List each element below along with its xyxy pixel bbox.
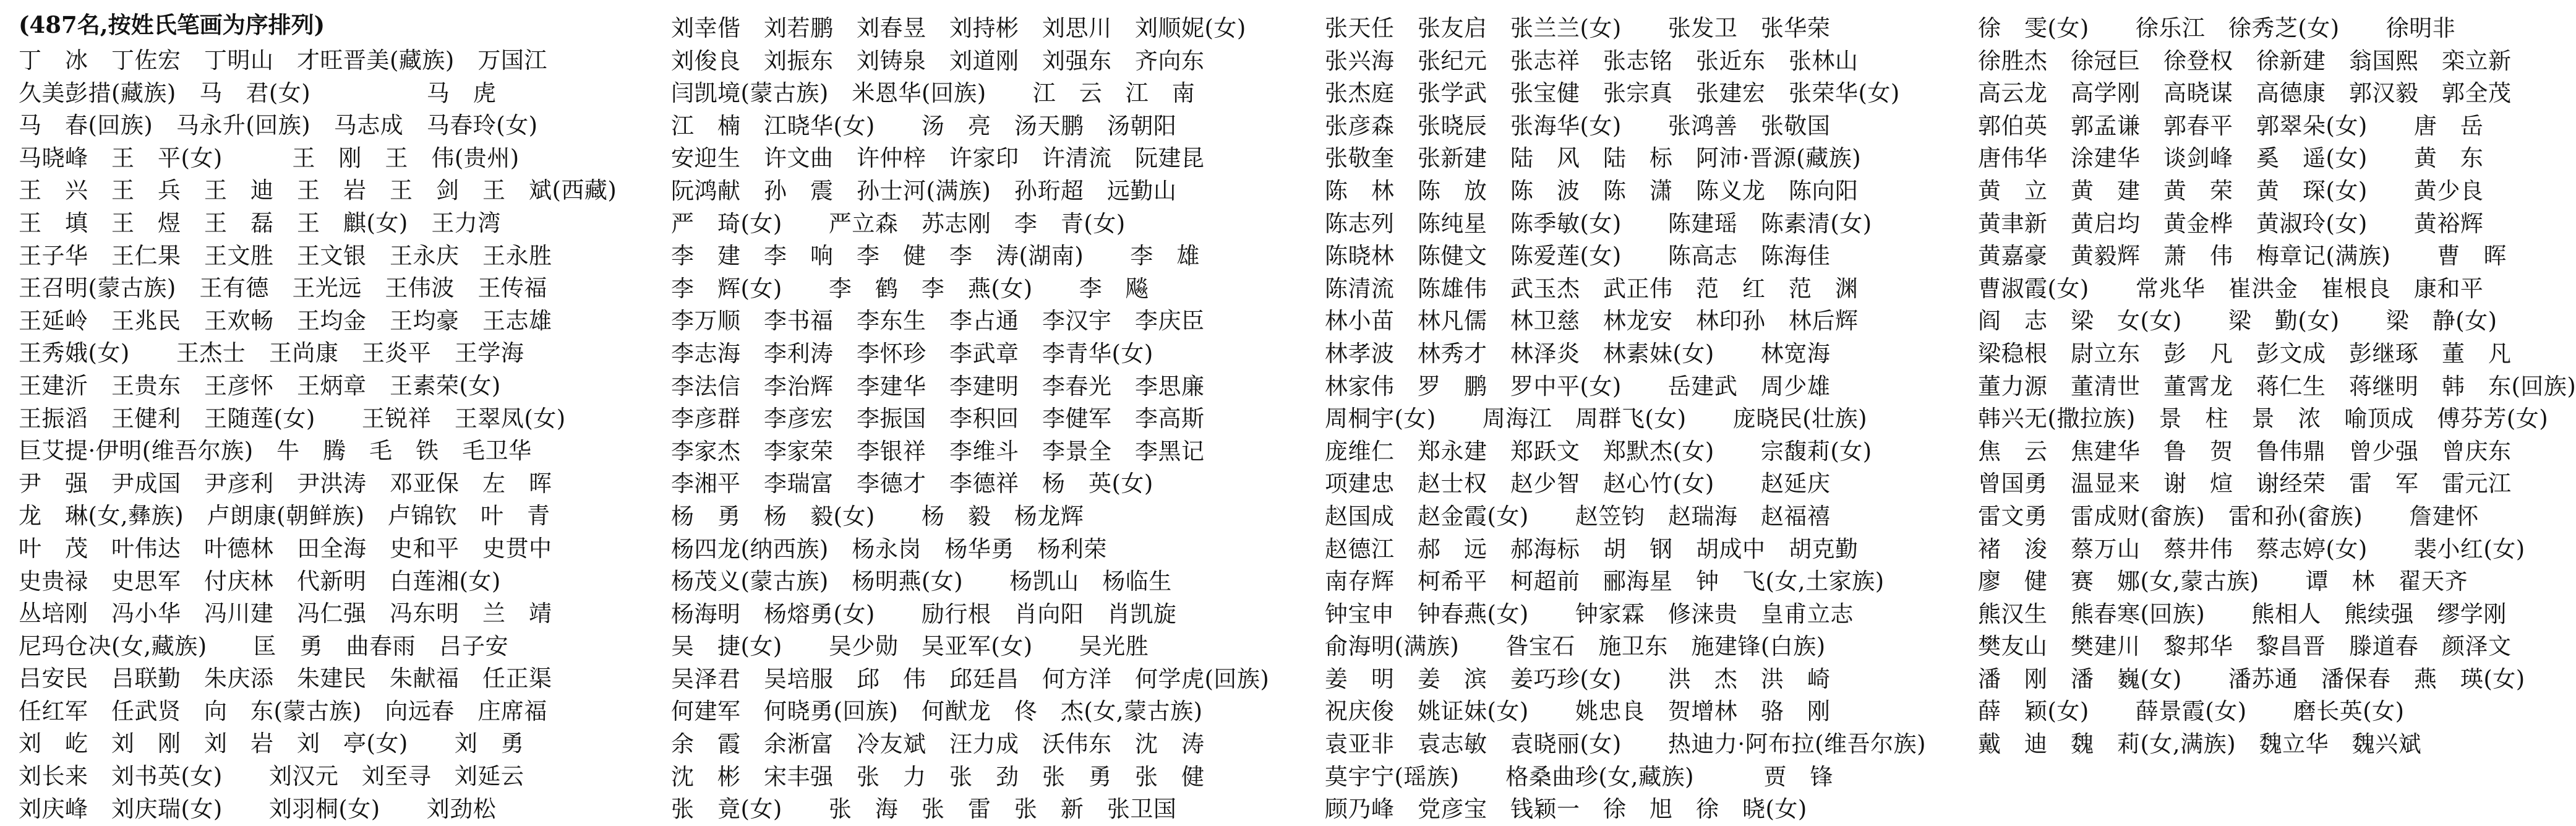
name-row: 赵国成 赵金霞(女) 赵笠钧 赵瑞海 赵福禧 [1325,502,1831,530]
name-row: 刘俊良 刘振东 刘铸泉 刘道刚 刘强东 齐向东 [671,47,1205,74]
name-row: 曹淑霞(女) 常兆华 崔洪金 崔根良 康和平 [1978,275,2484,302]
name-row: 韩兴无(撒拉族) 景 柱 景 浓 喻顶成 傅芬芳(女) [1978,405,2549,432]
name-row: 赵德江 郝 远 郝海标 胡 钢 胡成中 胡克勤 [1325,535,1859,562]
name-row: 余 霞 余淅富 冷友斌 汪力成 沃伟东 沈 涛 [671,731,1205,758]
name-row: 褚 浚 蔡万山 蔡井伟 蔡志婷(女) 裴小红(女) [1978,535,2525,562]
name-row: 何建军 何晓勇(回族) 何猷龙 佟 杰(女,蒙古族) [671,698,1203,725]
name-row: 陈志列 陈纯星 陈季敏(女) 陈建瑶 陈素清(女) [1325,210,1872,237]
name-row: 杨四龙(纳西族) 杨永岗 杨华勇 杨利荣 [671,535,1107,562]
name-row: 姜 明 姜 滨 姜巧珍(女) 洪 杰 洪 崎 [1325,665,1831,692]
name-row: 张杰庭 张学武 张宝健 张宗真 张建宏 张荣华(女) [1325,80,1900,107]
name-row: 吴泽君 吴培服 邱 伟 邱廷昌 何方洋 何学虎(回族) [671,665,1270,692]
name-row: 王延岭 王兆民 王欢畅 王均金 王均豪 王志雄 [19,307,552,334]
name-row: 黄 立 黄 建 黄 荣 黄 琛(女) 黄少良 [1978,177,2484,204]
name-row: 顾乃峰 党彦宝 钱颖一 徐 旭 徐 晓(女) [1325,796,1807,823]
name-row: 李万顺 李书福 李东生 李占通 李汉宇 李庆臣 [671,308,1205,335]
name-row: 王秀娥(女) 王杰士 王尚康 王炎平 王学海 [19,340,524,367]
name-row: 项建忠 赵士权 赵少智 赵心竹(女) 赵延庆 [1325,470,1831,497]
name-column-2 [671,12,1308,826]
name-row: 丁 冰 丁佐宏 丁明山 才旺晋美(藏族) 万国江 [19,47,547,74]
name-row: 沈 彬 宋丰强 张 力 张 劲 张 勇 张 健 [671,763,1205,790]
name-row: 潘 刚 潘 巍(女) 潘苏通 潘保春 燕 瑛(女) [1978,665,2525,692]
name-row: 张 竟(女) 张 海 张 雷 张 新 张卫国 [671,796,1177,823]
name-row: 焦 云 焦建华 鲁 贺 鲁伟鼎 曾少强 曾庆东 [1978,437,2512,465]
name-row: 刘 屹 刘 刚 刘 岩 刘 亭(女) 刘 勇 [19,730,524,757]
name-row: 李 建 李 响 李 健 李 涛(湖南) 李 雄 [671,243,1200,270]
name-row: 祝庆俊 姚证妹(女) 姚忠良 贺增林 骆 刚 [1325,698,1831,725]
name-row: 吴 捷(女) 吴少勋 吴亚军(女) 吴光胜 [671,633,1149,660]
name-row: 张兴海 张纪元 张志祥 张志铭 张近东 张林山 [1325,47,1859,74]
name-row: 刘庆峰 刘庆瑞(女) 刘羽桐(女) 刘劲松 [19,795,497,822]
name-row: 闫凯境(蒙古族) 米恩华(回族) 江 云 江 南 [671,80,1196,107]
name-row: 张天任 张友启 张兰兰(女) 张发卫 张华荣 [1325,15,1831,41]
name-row: 雷文勇 雷成财(畲族) 雷和孙(畲族) 詹建怀 [1978,502,2479,530]
name-row: 徐胜杰 徐冠巨 徐登权 徐新建 翁国熙 栾立新 [1978,47,2512,74]
name-row: 王建沂 王贵东 王彦怀 王炳章 王素荣(女) [19,372,501,399]
name-row: 黄聿新 黄启均 黄金桦 黄淑玲(女) 黄裕辉 [1978,210,2484,237]
name-row: 阮鸿献 孙 震 孙士河(满族) 孙珩超 远勤山 [671,177,1177,204]
name-row: 王振滔 王健利 王随莲(女) 王锐祥 王翠凤(女) [19,405,566,432]
name-row: 南存辉 柯希平 柯超前 郦海星 钟 飞(女,土家族) [1325,568,1885,595]
name-row: 吕安民 吕联勤 朱庆添 朱建民 朱献福 任正渠 [19,665,552,692]
name-row: 俞海明(满族) 昝宝石 施卫东 施建锋(白族) [1325,633,1826,660]
name-row: 林家伟 罗 鹏 罗中平(女) 岳建武 周少雄 [1325,372,1831,400]
name-row: 曾国勇 温显来 谢 煊 谢经荣 雷 军 雷元江 [1978,470,2512,497]
name-row: 戴 迪 魏 莉(女,满族) 魏立华 魏兴斌 [1978,731,2422,758]
name-row: 杨茂义(蒙古族) 杨明燕(女) 杨凯山 杨临生 [671,568,1172,595]
name-row: 任红军 任武贤 向 东(蒙古族) 向远春 庄席福 [19,697,547,725]
name-row: 陈 林 陈 放 陈 波 陈 潇 陈义龙 陈向阳 [1325,177,1859,204]
name-row: 樊友山 樊建川 黎邦华 黎昌晋 滕道春 颜泽文 [1978,633,2512,660]
name-row: 史贵禄 史思军 付庆林 代新明 白莲湘(女) [19,567,501,595]
name-row: 江 楠 江晓华(女) 汤 亮 汤天鹏 汤朝阳 [671,112,1177,139]
name-row: 徐 雯(女) 徐乐江 徐秀芝(女) 徐明非 [1978,15,2456,41]
name-row: 龙 琳(女,彝族) 卢朗康(朝鲜族) 卢锦钦 叶 青 [19,502,550,530]
name-row: 久美彭措(藏族) 马 君(女) 马 虎 [19,79,497,106]
list-header: (487名,按姓氏笔画为序排列) [19,11,325,38]
name-row: 陈晓林 陈健文 陈爱莲(女) 陈高志 陈海佳 [1325,243,1831,270]
name-row: 李湘平 李瑞富 李德才 李德祥 杨 英(女) [671,470,1153,497]
name-row: 杨 勇 杨 毅(女) 杨 毅 杨龙辉 [671,502,1084,530]
name-row: 熊汉生 熊春寒(回族) 熊相人 熊续强 缪学刚 [1978,600,2507,627]
name-row: 巨艾提·伊明(维吾尔族) 牛 腾 毛 铁 毛卫华 [19,437,532,465]
name-row: 刘幸偕 刘若鹏 刘春昱 刘持彬 刘思川 刘顺妮(女) [671,15,1246,41]
name-row: 袁亚非 袁志敏 袁晓丽(女) 热迪力·阿布拉(维吾尔族) [1325,731,1926,758]
name-row: 马晓峰 王 平(女) 王 刚 王 伟(贵州) [19,144,520,171]
name-row: 阎 志 梁 女(女) 梁 勤(女) 梁 静(女) [1978,308,2497,335]
name-row: 梁稳根 尉立东 彭 凡 彭文成 彭继琢 董 凡 [1978,340,2512,367]
name-row: 王召明(蒙古族) 王有德 王光远 王伟波 王传福 [19,275,547,302]
name-row: 李法信 李治辉 李建华 李建明 李春光 李思廉 [671,372,1205,400]
name-column-3 [1325,12,1962,826]
name-row: 马 春(回族) 马永升(回族) 马志成 马春玲(女) [19,112,538,139]
name-row: 陈清流 陈雄伟 武玉杰 武正伟 范 红 范 渊 [1325,275,1859,302]
name-row: 严 琦(女) 严立森 苏志刚 李 青(女) [671,210,1126,237]
name-row: 李彦群 李彦宏 李振国 李积回 李健军 李高斯 [671,405,1205,432]
name-row: 叶 茂 叶伟达 叶德林 田全海 史和平 史贯中 [19,535,552,562]
name-row: 王子华 王仁果 王文胜 王文银 王永庆 王永胜 [19,242,552,269]
name-column-4 [1978,12,2576,761]
name-row: 李家杰 李家荣 李银祥 李维斗 李景全 李黑记 [671,437,1205,465]
name-column-1 [19,45,656,825]
name-row: 丛培刚 冯小华 冯川建 冯仁强 冯东明 兰 靖 [19,600,552,627]
name-row: 李 辉(女) 李 鹤 李 燕(女) 李 飚 [671,275,1149,302]
name-row: 林孝波 林秀才 林泽炎 林素妹(女) 林宽海 [1325,340,1831,367]
name-row: 王 填 王 煜 王 磊 王 麒(女) 王力湾 [19,209,501,236]
name-row: 林小苗 林凡儒 林卫慈 林龙安 林印孙 林后辉 [1325,308,1859,335]
name-row: 尹 强 尹成国 尹彦利 尹洪涛 邓亚保 左 晖 [19,470,552,497]
name-row: 张敬奎 张新建 陆 风 陆 标 阿沛·晋源(藏族) [1325,145,1862,172]
name-row: 尼玛仓决(女,藏族) 匡 勇 曲春雨 吕子安 [19,632,509,660]
name-row: 钟宝申 钟春燕(女) 钟家霖 修涞贵 皇甫立志 [1325,600,1854,627]
name-row: 黄嘉豪 黄毅辉 萧 伟 梅章记(满族) 曹 晖 [1978,243,2507,270]
name-row: 唐伟华 涂建华 谈剑峰 奚 遥(女) 黄 东 [1978,145,2484,172]
name-row: 高云龙 高学刚 高晓谋 高德康 郭汉毅 郭全茂 [1978,80,2512,107]
name-row: 庞维仁 郑永建 郑跃文 郑默杰(女) 宗馥莉(女) [1325,437,1872,465]
name-row: 周桐宇(女) 周海江 周群飞(女) 庞晓民(壮族) [1325,405,1868,432]
name-row: 董力源 董清世 董霄龙 蒋仁生 蒋继明 韩 东(回族) [1978,372,2576,400]
name-row: 廖 健 赛 娜(女,蒙古族) 谭 林 翟天齐 [1978,568,2468,595]
name-row: 莫宇宁(瑶族) 格桑曲珍(女,藏族) 贾 锋 [1325,763,1834,790]
name-row: 王 兴 王 兵 王 迪 王 岩 王 剑 王 斌(西藏) [19,177,617,204]
name-row: 薛 颖(女) 薛景霞(女) 磨长英(女) [1978,698,2405,725]
name-row: 刘长来 刘书英(女) 刘汉元 刘至寻 刘延云 [19,763,524,790]
name-row: 张彦森 张晓辰 张海华(女) 张鸿善 张敬国 [1325,112,1831,139]
name-row: 李志海 李利涛 李怀珍 李武章 李青华(女) [671,340,1153,367]
name-row: 杨海明 杨熔勇(女) 励行根 肖向阳 肖凯旋 [671,600,1177,627]
name-row: 郭伯英 郭孟谦 郭春平 郭翠朵(女) 唐 岳 [1978,112,2484,139]
name-row: 安迎生 许文曲 许仲梓 许家印 许清流 阮建昆 [671,145,1205,172]
